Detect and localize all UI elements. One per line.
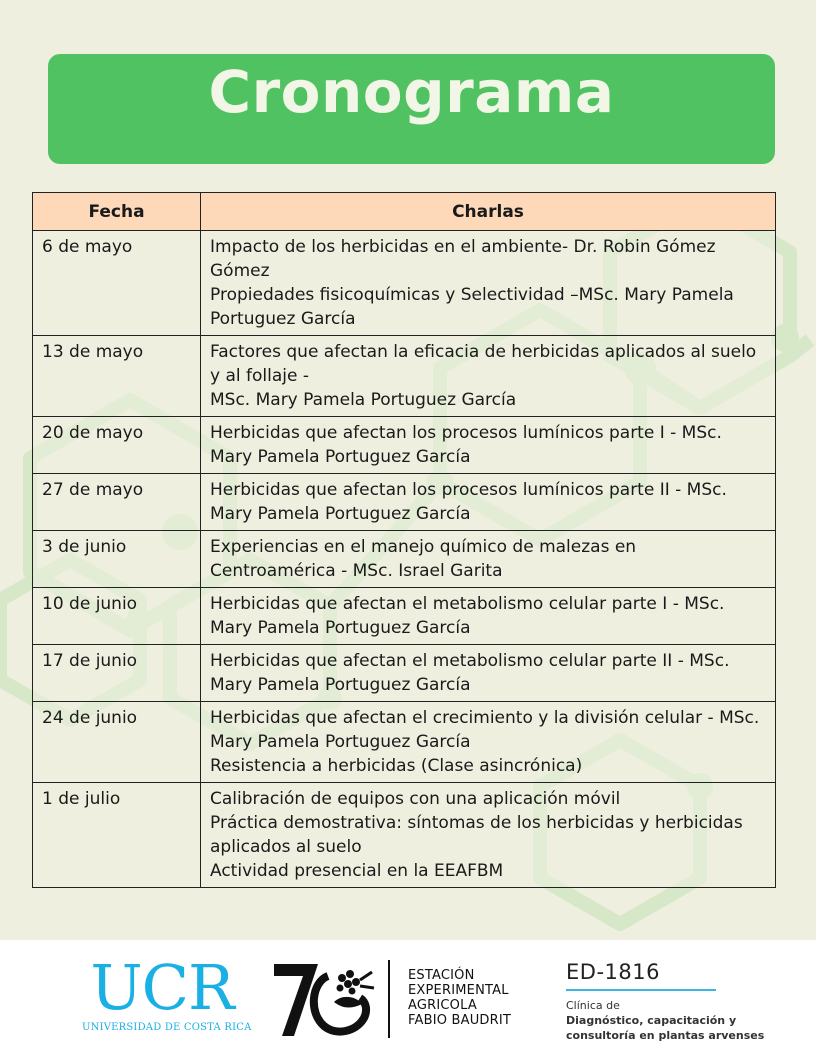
session-talks: [201, 645, 776, 702]
talk-entry: Calibración de equipos con una aplicación móvil: [210, 789, 621, 809]
session-date: 1 de julio: [33, 783, 201, 888]
session-date: 13 de mayo: [33, 336, 201, 417]
eeafbm-logo-text: [408, 968, 511, 1028]
course-desc-line: Clínica de: [566, 999, 620, 1012]
session-talks: [201, 531, 776, 588]
table-row: [33, 702, 776, 783]
course-code-underline: [566, 989, 716, 991]
session-talks: [201, 783, 776, 888]
title-banner: [48, 54, 775, 164]
column-header-talks: Charlas: [201, 193, 776, 231]
talk-entry: Experiencias en el manejo químico de malezas en Centroamérica - MSc. Israel Garita: [210, 537, 637, 581]
schedule-table: [32, 192, 776, 888]
anniversary-70-logo-icon: [272, 958, 376, 1038]
table-row: [33, 645, 776, 702]
course-code: ED-1816: [566, 960, 660, 984]
session-talks: [201, 417, 776, 474]
ucr-name: UNIVERSIDAD DE COSTA RICA: [82, 1022, 252, 1033]
table-row: [33, 531, 776, 588]
talk-entry: Impacto de los herbicidas en el ambiente- Dr. Robin Gómez Gómez: [210, 237, 716, 281]
session-date: 6 de mayo: [33, 231, 201, 336]
session-talks: [201, 231, 776, 336]
talk-entry: Actividad presencial en la EEAFBM: [210, 861, 504, 881]
session-date: 17 de junio: [33, 645, 201, 702]
logo-divider: [388, 960, 390, 1038]
session-talks: [201, 474, 776, 531]
session-talks: [201, 702, 776, 783]
table-row: [33, 336, 776, 417]
eeafbm-line: ESTACIÓN: [408, 968, 475, 983]
session-date: 10 de junio: [33, 588, 201, 645]
talk-entry: MSc. Mary Pamela Portuguez García: [210, 390, 517, 410]
talk-entry: Herbicidas que afectan el metabolismo celular parte II - MSc. Mary Pamela Portuguez García: [210, 651, 730, 695]
talk-entry: Herbicidas que afectan los procesos lumínicos parte II - MSc. Mary Pamela Portuguez García: [210, 480, 727, 524]
talk-entry: Herbicidas que afectan el crecimiento y la división celular - MSc. Mary Pamela Portuguez García: [210, 708, 760, 752]
page-title: Cronograma: [208, 58, 615, 126]
course-desc-line: Diagnóstico, capacitación y: [566, 1014, 737, 1027]
eeafbm-line: FABIO BAUDRIT: [408, 1013, 512, 1028]
table-row: [33, 783, 776, 888]
table-row: [33, 474, 776, 531]
session-date: 3 de junio: [33, 531, 201, 588]
talk-entry: Factores que afectan la eficacia de herbicidas aplicados al suelo y al follaje -: [210, 342, 757, 386]
talk-entry: Herbicidas que afectan los procesos lumínicos parte I - MSc. Mary Pamela Portuguez García: [210, 423, 722, 467]
eeafbm-line: AGRICOLA: [408, 998, 477, 1013]
table-header-row: [33, 193, 776, 231]
course-description: [566, 998, 764, 1043]
session-date: 20 de mayo: [33, 417, 201, 474]
footer-logos: [0, 940, 816, 1056]
ucr-logo-text: UCR: [90, 951, 234, 1024]
course-desc-line: consultoría en plantas arvenses: [566, 1029, 765, 1042]
talk-entry: Práctica demostrativa: síntomas de los herbicidas y herbicidas aplicados al suelo: [210, 813, 743, 857]
session-talks: [201, 336, 776, 417]
session-date: 27 de mayo: [33, 474, 201, 531]
session-date: 24 de junio: [33, 702, 201, 783]
talk-entry: Propiedades fisicoquímicas y Selectividad –MSc. Mary Pamela Portuguez García: [210, 285, 734, 329]
talk-entry: Herbicidas que afectan el metabolismo celular parte I - MSc. Mary Pamela Portuguez García: [210, 594, 725, 638]
table-row: [33, 231, 776, 336]
table-row: [33, 588, 776, 645]
talk-entry: Resistencia a herbicidas (Clase asincrónica): [210, 756, 583, 776]
ucr-logo: [82, 951, 252, 1033]
table-row: [33, 417, 776, 474]
session-talks: [201, 588, 776, 645]
column-header-date: Fecha: [33, 193, 201, 231]
eeafbm-line: EXPERIMENTAL: [408, 983, 509, 998]
